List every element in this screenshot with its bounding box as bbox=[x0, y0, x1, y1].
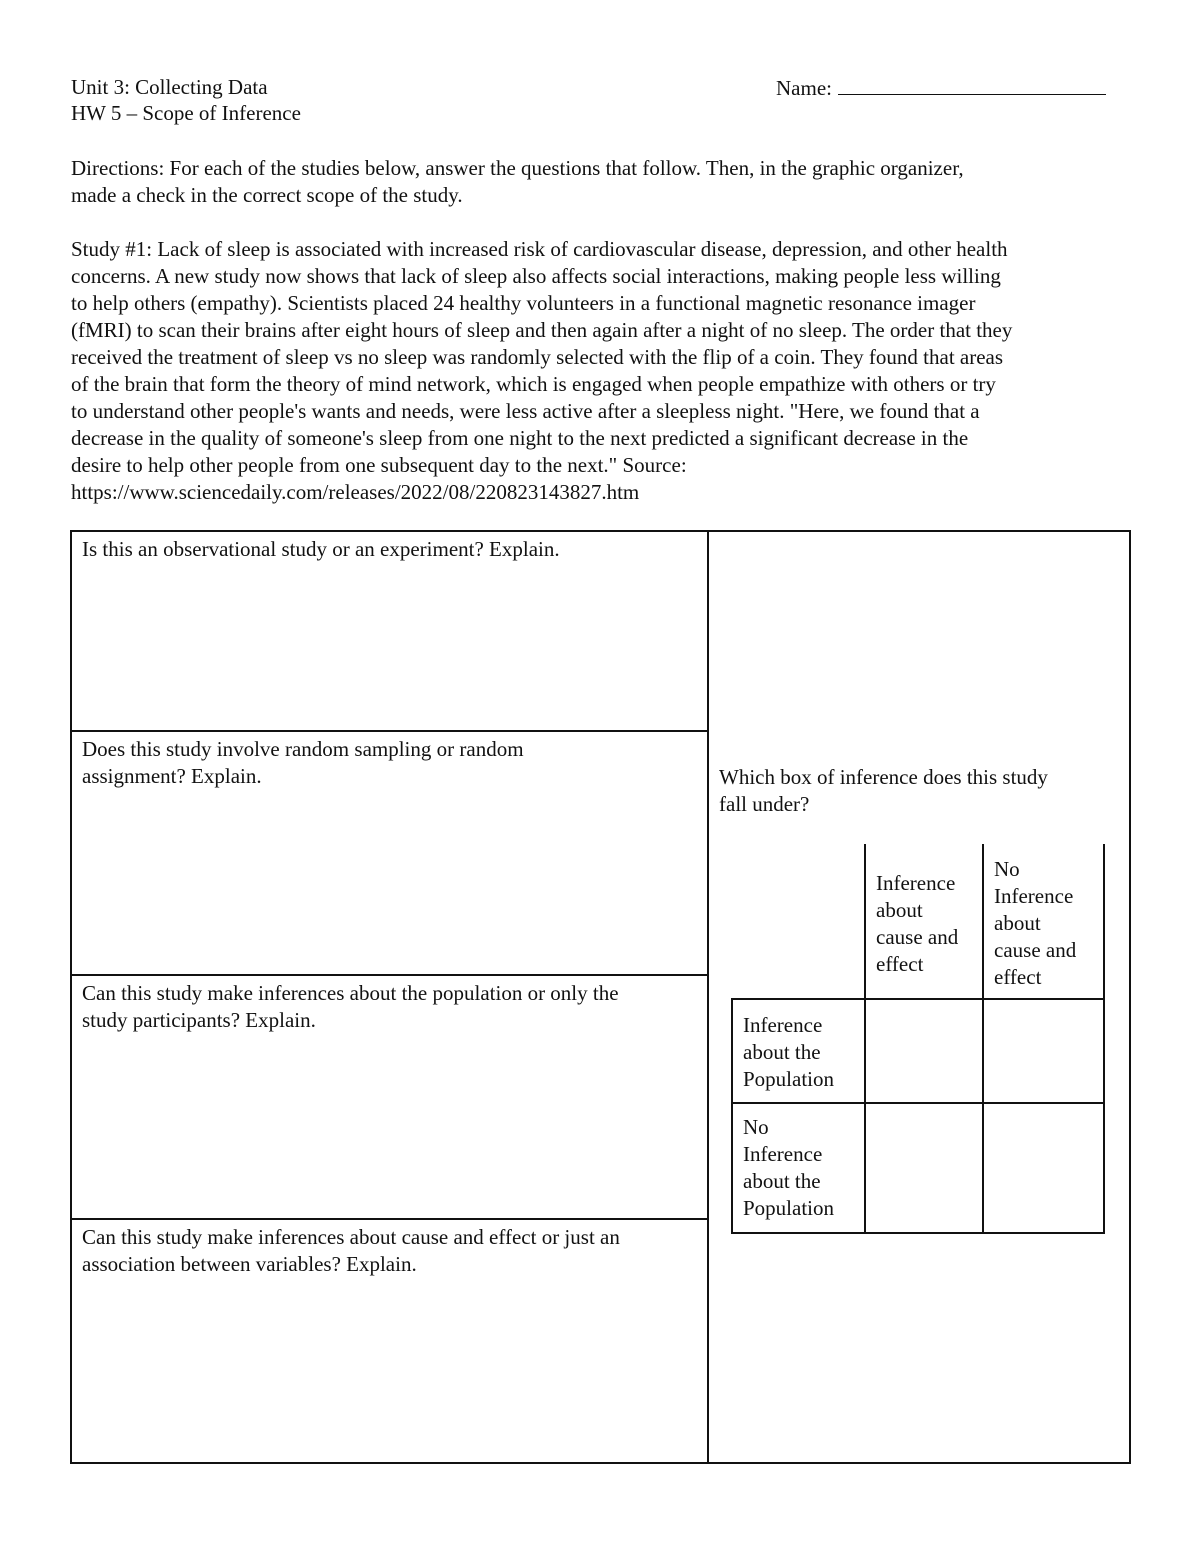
col-header-cause-effect bbox=[876, 870, 958, 978]
question-3-text: Can this study make inferences about the population or only the bbox=[82, 981, 619, 1005]
grid-line bbox=[731, 1232, 1105, 1234]
name-blank-line[interactable] bbox=[838, 74, 1106, 95]
header-line: about bbox=[876, 898, 923, 922]
organizer-prompt-line: Which box of inference does this study bbox=[719, 765, 1048, 789]
grid-line bbox=[731, 998, 866, 1000]
study-line: of the brain that form the theory of mind network, which is engaged when people empathize with others or try bbox=[71, 372, 996, 396]
study-line: Study #1: Lack of sleep is associated with increased risk of cardiovascular disease, depression, and other health bbox=[71, 237, 1008, 261]
directions-line: Directions: For each of the studies below, answer the questions that follow. Then, in the graphic organizer, bbox=[71, 156, 964, 180]
header-line: effect bbox=[876, 952, 924, 976]
header-line: about the bbox=[743, 1169, 821, 1193]
header-line: about the bbox=[743, 1040, 821, 1064]
grid-line bbox=[1103, 844, 1105, 1234]
question-1-cell[interactable] bbox=[72, 532, 707, 730]
name-field[interactable] bbox=[776, 74, 1106, 102]
question-4-cell[interactable] bbox=[72, 1220, 707, 1462]
header-line: Population bbox=[743, 1067, 835, 1091]
study-line: (fMRI) to scan their brains after eight hours of sleep and then again after a night of no sleep. The order that they bbox=[71, 318, 1013, 342]
answer-table bbox=[70, 530, 1131, 1464]
header-line: effect bbox=[994, 965, 1042, 989]
graphic-organizer-panel bbox=[709, 532, 1129, 1462]
organizer-prompt-line: fall under? bbox=[719, 792, 810, 816]
header-line: No bbox=[743, 1115, 769, 1139]
source-url[interactable]: https://www.sciencedaily.com/releases/2022/08/220823143827.htm bbox=[71, 480, 640, 504]
header-line: No bbox=[994, 857, 1020, 881]
header-line: Inference bbox=[743, 1142, 823, 1166]
row-header-no-population bbox=[743, 1114, 834, 1222]
scope-of-inference-grid bbox=[733, 844, 1105, 1234]
study-line: to help others (empathy). Scientists placed 24 healthy volunteers in a functional magnetic resonance imager bbox=[71, 291, 976, 315]
check-cell-pop-no-cause[interactable] bbox=[984, 1000, 1103, 1102]
study-1-paragraph bbox=[71, 236, 1131, 506]
study-line: desire to help other people from one subsequent day to the next." Source: bbox=[71, 453, 687, 477]
header-line: Inference bbox=[743, 1013, 823, 1037]
header-line: cause and bbox=[994, 938, 1077, 962]
organizer-prompt bbox=[719, 764, 1099, 818]
check-cell-pop-cause[interactable] bbox=[866, 1000, 982, 1102]
header-line: Inference bbox=[876, 871, 956, 895]
question-3-text: study participants? Explain. bbox=[82, 1008, 316, 1032]
study-line: decrease in the quality of someone's sleep from one night to the next predicted a significant decrease in the bbox=[71, 426, 969, 450]
question-2-text: assignment? Explain. bbox=[82, 764, 262, 788]
question-2-cell[interactable] bbox=[72, 732, 707, 974]
grid-line bbox=[731, 998, 733, 1234]
check-cell-no-pop-no-cause[interactable] bbox=[984, 1104, 1103, 1232]
question-4-text: Can this study make inferences about cause and effect or just an bbox=[82, 1225, 620, 1249]
header-line: Inference bbox=[994, 884, 1074, 908]
question-1-text: Is this an observational study or an experiment? Explain. bbox=[82, 537, 560, 561]
col-header-no-cause-effect bbox=[994, 856, 1076, 991]
unit-title: Unit 3: Collecting Data bbox=[71, 75, 268, 99]
study-line: to understand other people's wants and needs, were less active after a sleepless night. "Here, we found that a bbox=[71, 399, 980, 423]
study-line: received the treatment of sleep vs no sleep was randomly selected with the flip of a coin. They found that areas bbox=[71, 345, 1004, 369]
header-line: about bbox=[994, 911, 1041, 935]
header-line: Population bbox=[743, 1196, 835, 1220]
study-line: concerns. A new study now shows that lack of sleep also affects social interactions, making people less willing bbox=[71, 264, 1001, 288]
homework-title: HW 5 – Scope of Inference bbox=[71, 101, 301, 125]
check-cell-no-pop-cause[interactable] bbox=[866, 1104, 982, 1232]
name-label: Name: bbox=[776, 76, 832, 100]
directions-line: made a check in the correct scope of the study. bbox=[71, 183, 463, 207]
header-line: cause and bbox=[876, 925, 959, 949]
question-4-text: association between variables? Explain. bbox=[82, 1252, 417, 1276]
question-2-text: Does this study involve random sampling or random bbox=[82, 737, 524, 761]
directions bbox=[71, 155, 1131, 209]
row-header-population bbox=[743, 1012, 834, 1093]
question-3-cell[interactable] bbox=[72, 976, 707, 1218]
